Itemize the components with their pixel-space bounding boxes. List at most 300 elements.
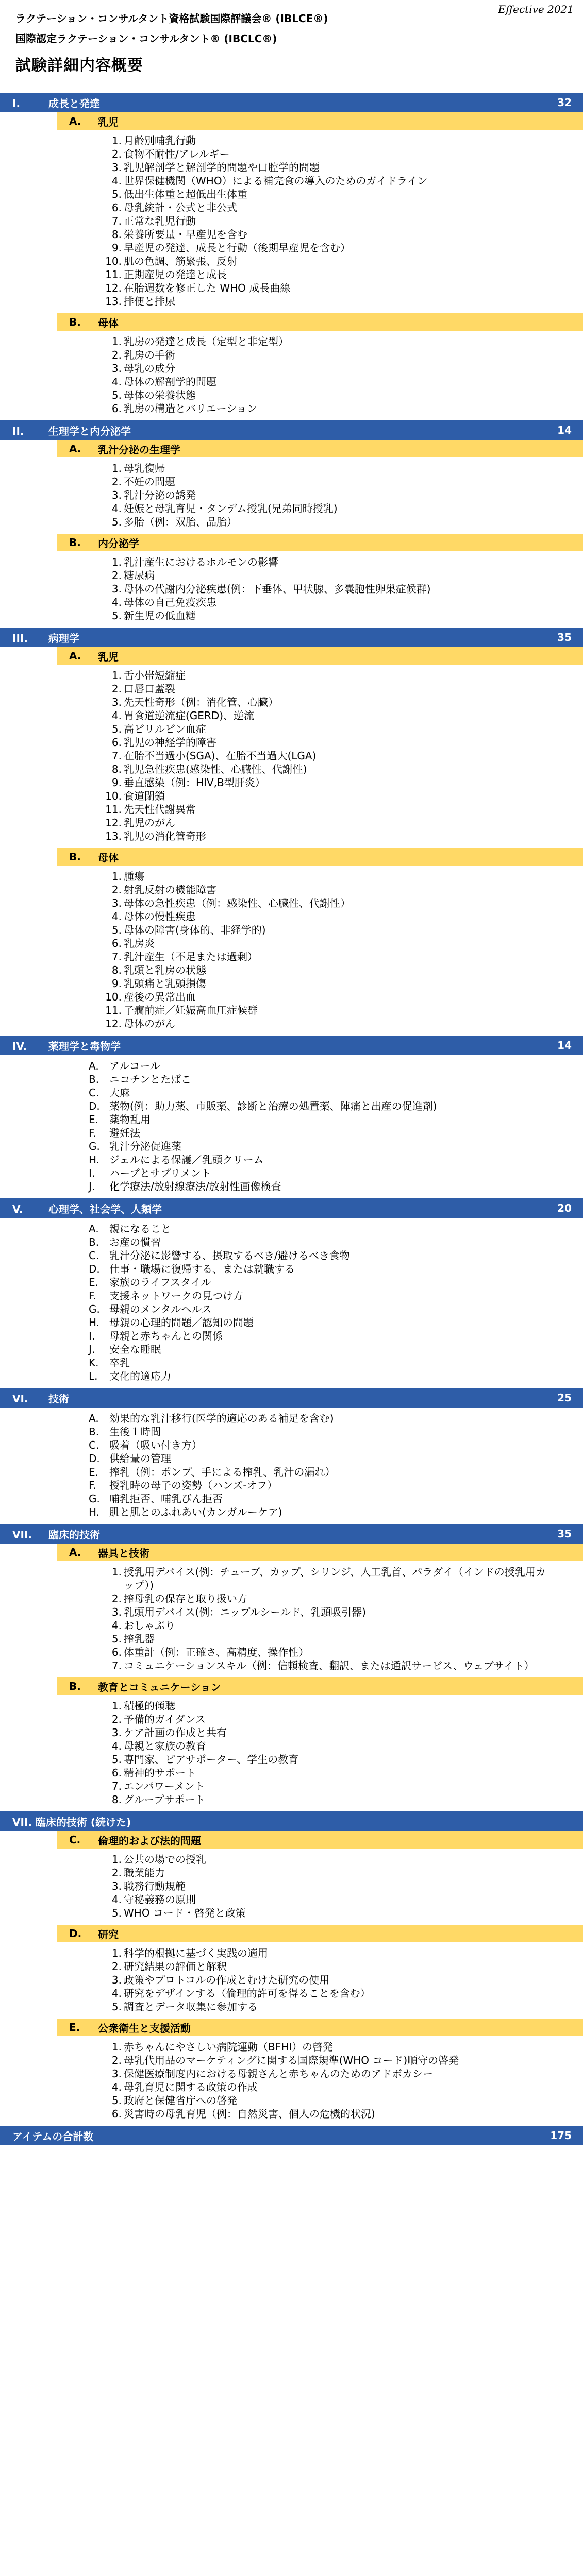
- item-text: 文化的適応力: [109, 1370, 171, 1382]
- item-letter: J.: [89, 1343, 95, 1355]
- list-item: [102, 582, 583, 596]
- list-item: [102, 2000, 583, 2013]
- subsection-title: 母体: [98, 316, 119, 329]
- item-text: 母親と家族の教育: [124, 1740, 206, 1752]
- item-number: 4.: [111, 1987, 122, 1999]
- item-text: お産の慣習: [109, 1236, 161, 1248]
- list-item: [102, 134, 583, 147]
- item-text: 糖尿病: [124, 569, 155, 582]
- item-letter: A.: [89, 1412, 99, 1425]
- section-title: 成長と発達: [48, 97, 100, 110]
- item-number: 6.: [111, 1646, 122, 1658]
- item-list: [0, 1695, 583, 1811]
- list-item: [102, 2054, 583, 2067]
- list-item: [102, 2067, 583, 2080]
- item-text: 食物不耐性/アレルギー: [124, 148, 230, 160]
- item-text: 吸着（吸い付き方）: [109, 1439, 202, 1451]
- item-number: 12.: [105, 817, 122, 829]
- list-item: [102, 1946, 583, 1960]
- list-item: [102, 2094, 583, 2107]
- item-text: 安全な睡眠: [109, 1343, 161, 1355]
- item-letter: C.: [89, 1439, 99, 1451]
- item-number: 13.: [105, 295, 122, 308]
- item-text: 乳汁産生（不足または過剰）: [124, 951, 258, 963]
- item-list: [0, 665, 583, 848]
- item-text: 母体の急性疾患（例：感染性、心臓性、代謝性）: [124, 897, 351, 909]
- item-number: 11.: [105, 268, 122, 281]
- list-item: [102, 462, 583, 475]
- item-number: 2.: [111, 2054, 122, 2066]
- section-count: 20: [557, 1202, 572, 1214]
- list-item: [102, 816, 583, 829]
- list-item: [102, 375, 583, 388]
- item-number: 5.: [111, 2094, 122, 2107]
- section-number: III.: [12, 632, 28, 645]
- item-text: 舌小帯短縮症: [124, 669, 186, 682]
- subsection-header: [57, 2019, 583, 2036]
- item-number: 3.: [111, 1606, 122, 1618]
- section-heading: [12, 630, 79, 645]
- list-item: [102, 1793, 583, 1806]
- item-text: 排便と排尿: [124, 295, 175, 308]
- list-item: [102, 268, 583, 281]
- subsection-header: [57, 440, 583, 457]
- list-item: [102, 1753, 583, 1766]
- item-number: 1.: [111, 1700, 122, 1712]
- subsection-header: [57, 1544, 583, 1561]
- item-text: 母乳復帰: [124, 462, 165, 474]
- subsection-title: 器具と技術: [98, 1547, 149, 1560]
- list-item: [102, 1879, 583, 1893]
- item-number: 3.: [111, 1726, 122, 1739]
- item-text: 母体の代謝内分泌疾患(例：下垂体、甲状腺、多嚢胞性卵巣症候群): [124, 583, 431, 595]
- item-letter: C.: [89, 1087, 99, 1099]
- subsection-letter: D.: [69, 1927, 82, 1940]
- item-number: 1.: [111, 1853, 122, 1866]
- item-text: ニコチンとたばこ: [109, 1073, 191, 1086]
- item-text: 母乳代用品のマーケティングに関する国際規準(WHO コード)順守の啓発: [124, 2054, 459, 2066]
- item-number: 2.: [111, 683, 122, 695]
- list-item: [102, 1592, 583, 1605]
- subsection-header: [57, 1831, 583, 1849]
- item-number: 1.: [111, 462, 122, 474]
- item-text: 乳児解剖学と解剖学的問題や口腔学的問題: [124, 161, 320, 174]
- item-text: 新生児の低血糖: [124, 609, 196, 622]
- item-number: 2.: [111, 1713, 122, 1725]
- item-text: 乳汁分泌促進薬: [109, 1140, 181, 1153]
- subsection-title: 母体: [98, 851, 119, 864]
- subsection-letter: C.: [69, 1834, 81, 1846]
- section-header: [0, 93, 583, 112]
- item-text: 母乳育児に関する政策の作成: [124, 2081, 258, 2093]
- item-number: 9.: [111, 776, 122, 789]
- list-item: [89, 1356, 583, 1369]
- item-text: 母体の障害(身体的、非経学的): [124, 924, 266, 936]
- item-number: 2.: [111, 476, 122, 488]
- list-item: [89, 1126, 583, 1140]
- item-number: 2.: [111, 148, 122, 160]
- item-list: [0, 457, 583, 534]
- list-item: [102, 241, 583, 255]
- subsection-letter: B.: [69, 316, 81, 328]
- section-header: [0, 1388, 583, 1408]
- item-text: 早産児の発達、成長と行動（後期早産児を含む）: [124, 242, 351, 254]
- subsection-title: 公衆衛生と支援活動: [98, 2022, 191, 2035]
- item-text: 職業能力: [124, 1867, 165, 1879]
- item-list: [0, 866, 583, 1036]
- item-number: 4.: [111, 2081, 122, 2093]
- item-number: 4.: [111, 175, 122, 187]
- list-item: [102, 990, 583, 1004]
- item-number: 8.: [111, 228, 122, 241]
- item-number: 4.: [111, 502, 122, 515]
- item-text: 職務行動規範: [124, 1880, 186, 1892]
- item-letter: G.: [89, 1493, 100, 1505]
- list-item: [102, 188, 583, 201]
- list-item: [102, 362, 583, 375]
- item-text: エンパワーメント: [124, 1780, 205, 1792]
- list-item: [102, 161, 583, 174]
- section-title: 心理学、社会学、人類学: [48, 1202, 162, 1215]
- item-text: 口唇口蓋裂: [124, 683, 175, 695]
- list-item: [102, 1739, 583, 1753]
- list-item: [102, 1632, 583, 1646]
- section-count: 35: [557, 1528, 572, 1540]
- item-number: 7.: [111, 1659, 122, 1672]
- list-item: [102, 1713, 583, 1726]
- item-text: 正期産児の発達と成長: [124, 268, 227, 281]
- list-item: [89, 1249, 583, 1262]
- list-item: [89, 1222, 583, 1235]
- section-title: 病理学: [48, 632, 79, 645]
- list-item: [89, 1329, 583, 1343]
- section-heading: [12, 1391, 69, 1405]
- item-list: [0, 331, 583, 420]
- item-text: 供給量の管理: [109, 1452, 171, 1465]
- list-item: [102, 1605, 583, 1619]
- item-text: 食道閉鎖: [124, 790, 165, 802]
- list-item: [102, 776, 583, 789]
- item-number: 5.: [111, 188, 122, 200]
- total-row: [0, 2126, 583, 2145]
- list-item: [102, 174, 583, 188]
- item-text: 乳房の手術: [124, 349, 175, 361]
- item-text: 調査とデータ収集に参加する: [124, 2001, 258, 2013]
- item-number: 1.: [111, 870, 122, 883]
- item-text: ハーブとサプリメント: [109, 1167, 211, 1179]
- list-item: [102, 1987, 583, 2000]
- section-count: 14: [557, 1039, 572, 1052]
- item-text: 効果的な乳汁移行(医学的適応のある補足を含む): [109, 1412, 334, 1425]
- subsection-header: [57, 848, 583, 866]
- item-text: 母体の自己免疫疾患: [124, 596, 216, 608]
- list-item: [89, 1180, 583, 1193]
- item-text: 積極的傾聴: [124, 1700, 175, 1712]
- subsection-header: [57, 647, 583, 665]
- list-item: [102, 201, 583, 214]
- item-number: 6.: [111, 201, 122, 214]
- item-text: 先天性代謝異常: [124, 803, 196, 816]
- list-item: [89, 1479, 583, 1492]
- item-text: 妊娠と母乳育児・タンデム授乳(兄弟同時授乳): [124, 502, 338, 515]
- item-text: 子癇前症／妊娠高血圧症候群: [124, 1004, 258, 1016]
- subsection-title: 乳児: [98, 650, 119, 663]
- item-text: 乳房の発達と成長（定型と非定型）: [124, 335, 289, 348]
- item-number: 7.: [111, 1780, 122, 1792]
- item-number: 9.: [111, 977, 122, 990]
- section-heading: [12, 1201, 162, 1216]
- list-item: [102, 1619, 583, 1632]
- item-text: 支援ネットワークの見つけ方: [109, 1290, 243, 1302]
- section-count: 32: [557, 96, 572, 109]
- item-number: 10.: [105, 790, 122, 802]
- item-letter: I.: [89, 1167, 95, 1179]
- section-header-continued: [0, 1811, 583, 1831]
- section-title: 臨床的技術: [48, 1528, 100, 1541]
- list-item: [89, 1113, 583, 1126]
- list-item: [102, 1699, 583, 1713]
- item-number: 2.: [111, 884, 122, 896]
- list-item: [89, 1343, 583, 1356]
- item-number: 8.: [111, 763, 122, 775]
- item-letter: A.: [89, 1060, 99, 1072]
- subsection-header: [57, 112, 583, 130]
- list-item: [102, 977, 583, 990]
- list-item: [102, 696, 583, 709]
- list-item: [89, 1276, 583, 1289]
- item-text: 親になること: [109, 1223, 171, 1235]
- list-item: [102, 295, 583, 308]
- item-number: 7.: [111, 750, 122, 762]
- item-number: 2.: [111, 1592, 122, 1605]
- item-letter: B.: [89, 1073, 99, 1086]
- item-number: 3.: [111, 161, 122, 174]
- list-item: [102, 255, 583, 268]
- item-number: 6.: [111, 402, 122, 415]
- item-text: 高ビリルビン血症: [124, 723, 206, 735]
- list-item: [89, 1289, 583, 1302]
- list-item: [102, 388, 583, 402]
- item-text: 射乳反射の機能障害: [124, 884, 216, 896]
- list-item: [102, 883, 583, 896]
- list-item: [102, 1906, 583, 1920]
- item-number: 4.: [111, 910, 122, 923]
- item-number: 2.: [111, 1867, 122, 1879]
- section-header: [0, 628, 583, 647]
- item-number: 7.: [111, 215, 122, 227]
- list-item: [102, 402, 583, 415]
- item-text: 研究をデザインする（倫理的許可を得ることを含む）: [124, 1987, 371, 1999]
- section-number: IV.: [12, 1040, 27, 1053]
- item-number: 3.: [111, 583, 122, 595]
- section-heading: [12, 1527, 100, 1541]
- item-letter: B.: [89, 1236, 99, 1248]
- list-item: [89, 1465, 583, 1479]
- item-number: 11.: [105, 1004, 122, 1016]
- list-item: [89, 1452, 583, 1465]
- item-text: 体重計（例：正確さ、高精度、操作性）: [124, 1646, 309, 1658]
- item-text: 乳児の消化管奇形: [124, 830, 206, 842]
- item-text: 低出生体重と超低出生体重: [124, 188, 247, 200]
- subsection-header: [57, 534, 583, 551]
- list-item: [102, 1853, 583, 1866]
- list-item: [102, 709, 583, 722]
- total-count: 175: [550, 2129, 572, 2142]
- item-text: 哺乳拒否、哺乳びん拒否: [109, 1493, 223, 1505]
- list-item: [102, 789, 583, 803]
- item-text: 赤ちゃんにやさしい病院運動（BFHI）の啓発: [124, 2041, 334, 2053]
- item-text: 生後１時間: [109, 1426, 161, 1438]
- list-item: [102, 1659, 583, 1672]
- item-number: 5.: [111, 609, 122, 622]
- list-item: [102, 1960, 583, 1973]
- list-item: [89, 1492, 583, 1505]
- item-text: 母乳の成分: [124, 362, 175, 375]
- total-label: アイテムの合計数: [12, 2130, 94, 2143]
- list-item: [89, 1166, 583, 1180]
- item-text: 乳房炎: [124, 937, 155, 950]
- item-text: 母親と赤ちゃんとの関係: [109, 1330, 223, 1342]
- item-number: 4.: [111, 709, 122, 722]
- item-text: 乳頭痛と乳頭損傷: [124, 977, 206, 990]
- item-number: 13.: [105, 830, 122, 842]
- list-item: [102, 609, 583, 622]
- item-text: 乳児急性疾患(感染性、心臓性、代謝性): [124, 763, 307, 775]
- item-text: 薬物乱用: [109, 1113, 151, 1126]
- item-list: [0, 551, 583, 628]
- subsection-letter: B.: [69, 1680, 81, 1692]
- letter-item-list: [0, 1408, 583, 1524]
- list-item: [102, 596, 583, 609]
- item-text: 仕事・職場に復帰する、または就職する: [109, 1263, 295, 1275]
- item-text: 正常な乳児行動: [124, 215, 196, 227]
- item-text: 母体の解剖学的問題: [124, 376, 216, 388]
- header-credential-line: 国際認定ラクテーション・コンサルタント® (IBCLC®): [15, 32, 277, 45]
- item-number: 7.: [111, 951, 122, 963]
- list-item: [102, 762, 583, 776]
- letter-item-list: [0, 1218, 583, 1388]
- section-number: VI.: [12, 1392, 28, 1405]
- list-item: [102, 1866, 583, 1879]
- item-text: 乳頭と乳房の状態: [124, 964, 206, 976]
- list-item: [89, 1153, 583, 1166]
- item-number: 3.: [111, 489, 122, 501]
- item-number: 6.: [111, 1767, 122, 1779]
- item-text: ジェルによる保護／乳頭クリーム: [109, 1154, 264, 1166]
- subsection-header: [57, 1925, 583, 1942]
- item-letter: B.: [89, 1426, 99, 1438]
- list-item: [89, 1505, 583, 1519]
- item-text: 災害時の母乳育児（例：自然災害、個人の危機的状況): [124, 2108, 375, 2120]
- item-number: 3.: [111, 362, 122, 375]
- item-number: 6.: [111, 2108, 122, 2120]
- item-text: アルコール: [109, 1060, 160, 1072]
- section-heading: [12, 95, 100, 110]
- item-number: 11.: [105, 803, 122, 816]
- item-number: 3.: [111, 696, 122, 708]
- list-item: [102, 515, 583, 529]
- item-number: 10.: [105, 255, 122, 267]
- subsection-letter: A.: [69, 650, 81, 662]
- list-item: [102, 147, 583, 161]
- list-item: [102, 963, 583, 977]
- item-text: 保健医療制度内における母親さんと赤ちゃんのためのアドボカシー: [124, 2067, 433, 2080]
- item-number: 4.: [111, 376, 122, 388]
- item-letter: G.: [89, 1303, 100, 1315]
- item-text: 母親の心理的問題／認知の問題: [109, 1316, 254, 1329]
- item-text: 薬物(例：助力薬、市販薬、診断と治療の処置薬、陣痛と出産の促進剤): [109, 1100, 437, 1112]
- item-number: 1.: [111, 669, 122, 682]
- list-item: [102, 2040, 583, 2054]
- item-text: おしゃぶり: [124, 1619, 175, 1632]
- list-item: [102, 569, 583, 582]
- list-item: [102, 803, 583, 816]
- item-text: 研究結果の評価と解釈: [124, 1960, 227, 1973]
- page-title: 試験詳細内容概要: [15, 57, 143, 75]
- item-letter: D.: [89, 1100, 100, 1112]
- subsection-letter: A.: [69, 115, 81, 127]
- item-number: 2.: [111, 569, 122, 582]
- item-number: 3.: [111, 2067, 122, 2080]
- item-text: 垂直感染（例：HIV,B型肝炎）: [124, 776, 265, 789]
- item-list: [0, 1942, 583, 2019]
- section-title: 薬理学と毒物学: [48, 1040, 121, 1053]
- list-item: [102, 1017, 583, 1030]
- list-item: [102, 1766, 583, 1780]
- item-letter: C.: [89, 1249, 99, 1262]
- list-item: [102, 923, 583, 937]
- list-item: [89, 1086, 583, 1099]
- item-text: 科学的根拠に基づく実践の適用: [124, 1947, 268, 1959]
- item-number: 5.: [111, 924, 122, 936]
- section-header: [0, 1524, 583, 1544]
- section-title: 技術: [48, 1392, 69, 1405]
- item-text: 乳児の神経学的障害: [124, 736, 216, 749]
- item-text: 政府と保健省庁への啓発: [124, 2094, 237, 2107]
- item-number: 5.: [111, 389, 122, 401]
- item-number: 4.: [111, 1619, 122, 1632]
- document-header: [15, 10, 328, 75]
- item-number: 2.: [111, 1960, 122, 1973]
- item-text: 母親のメンタルヘルス: [109, 1303, 212, 1315]
- item-text: 専門家、ピアサポーター、学生の教育: [124, 1753, 299, 1766]
- list-item: [102, 502, 583, 515]
- item-number: 5.: [111, 2001, 122, 2013]
- item-list: [0, 1561, 583, 1677]
- item-number: 9.: [111, 242, 122, 254]
- item-list: [0, 1849, 583, 1925]
- list-item: [89, 1059, 583, 1073]
- subsection-header: [57, 1677, 583, 1695]
- outline-body: [0, 93, 583, 2145]
- item-text: グループサポート: [124, 1793, 206, 1806]
- item-text: 家族のライフスタイル: [109, 1276, 211, 1289]
- list-item: [102, 488, 583, 502]
- item-letter: I.: [89, 1330, 95, 1342]
- item-list: [0, 2036, 583, 2126]
- list-item: [102, 1893, 583, 1906]
- item-text: WHO コード・啓発と政策: [124, 1907, 246, 1919]
- item-letter: J.: [89, 1180, 95, 1193]
- list-item: [102, 736, 583, 749]
- list-item: [89, 1438, 583, 1452]
- subsection-title: 内分泌学: [98, 537, 139, 550]
- item-number: 3.: [111, 897, 122, 909]
- item-text: 世界保健機関（WHO）による補完食の導入のためのガイドライン: [124, 175, 428, 187]
- item-number: 8.: [111, 964, 122, 976]
- item-text: 予備的ガイダンス: [124, 1713, 206, 1725]
- item-letter: H.: [89, 1316, 100, 1329]
